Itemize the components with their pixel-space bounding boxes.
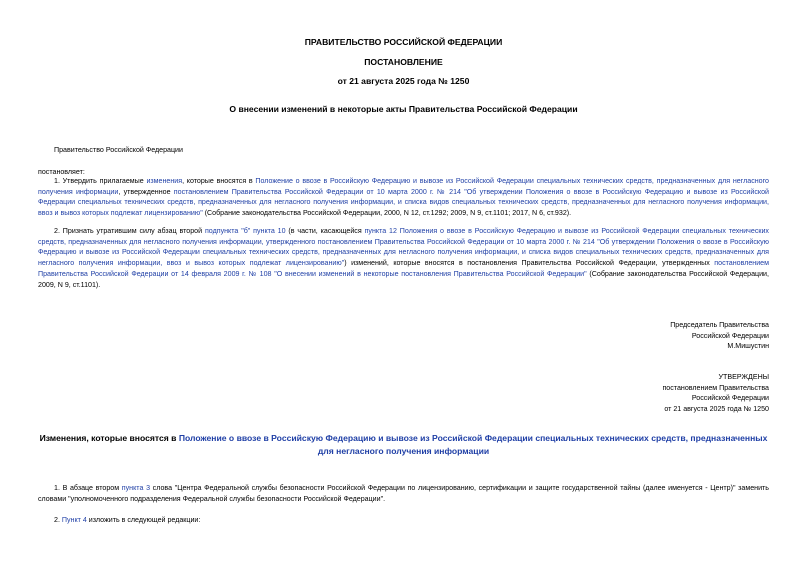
signature-position: Председатель Правительства [670, 321, 769, 329]
decides-line: постановляет: [38, 168, 85, 176]
link-decree-108[interactable]: постановлением Правительства Российской Федерации от 14 февраля 2009 г. № 108 "О внесении изменений в некоторые постановления Правительства Российской Федерации" [38, 259, 769, 278]
approval-title: УТВЕРЖДЕНЫ [718, 373, 769, 381]
link-subclause-b[interactable]: подпункта "б" пункта 10 [204, 227, 286, 235]
para1-text-1: 1. Утвердить прилагаемые [54, 177, 147, 185]
changes-heading [38, 432, 769, 458]
signature-org: Российской Федерации [691, 331, 769, 340]
para1-text-3: , утвержденное [118, 187, 174, 196]
document-date-number: от 21 августа 2025 года № 1250 [337, 76, 470, 86]
approval-block [662, 372, 769, 415]
paragraph-1 [38, 176, 769, 219]
link-decree-214[interactable]: постановлением Правительства Российской Федерации от 10 марта 2000 г. № 214 "Об утверждении Положения о ввозе в Российскую Федерацию и вывозе из Российской Федерации специальных технических средств, предназначенных для негласного получения информации, и списка видов специальных технических средств, предназначенных для негласного получения информации, ввоз и вывоз которых подлежат лицензированию" [38, 187, 769, 218]
change-item-1 [38, 483, 769, 504]
government-heading: ПРАВИТЕЛЬСТВО РОССИЙСКОЙ ФЕДЕРАЦИИ [304, 37, 503, 47]
para1-text-4: (Собрание законодательства Российской Федерации, 2000, N 12, ст.1292; 2009, N 9, ст.1101; 2017, N 6, ст.932). [202, 209, 572, 218]
issuer-line: Правительство Российской Федерации [54, 146, 183, 154]
link-regulation-heading[interactable]: Положение о ввозе в Российскую Федерацию и вывозе из Российской Федерации специальных технических средств, предназначенных для негласного получения информации [178, 433, 768, 456]
approval-line-2: постановлением Правительства [662, 383, 769, 392]
link-clause-12[interactable]: пункта 12 Положения о ввозе в Российскую Федерацию и вывозе из Российской Федерации специальных технических средств, предназначенных для негласного получения информации, утвержденного постановлением Правительства Российской Федерации от 10 марта 2000 г. № 214 "Об утверждении Положения о ввозе в Российскую Федерацию и вывозе из Российской Федерации специальных технических средств, предназначенных для негласного получения информации, и списка видов специальных технических средств, предназначенных для негласного получения информации, ввоз и вывоз которых подлежат лицензированию" [38, 227, 769, 268]
signature-name: М.Мишустин [727, 342, 769, 351]
link-clause-3[interactable]: пункта 3 [121, 484, 151, 492]
change1-text-2: слова "Центра Федеральной службы безопасности Российской Федерации по лицензированию, сертификации и защите государственной тайны (далее именуется - Центр)" заменить словами "уполномоченного подразделения Федеральной службы безопасности Российской Федерации". [38, 484, 769, 503]
link-changes[interactable]: изменения [146, 177, 183, 185]
link-clause-4[interactable]: Пункт 4 [61, 516, 87, 524]
para2-text-1: 2. Признать утратившим силу абзац второй [54, 227, 205, 235]
change1-text-1: 1. В абзаце втором [54, 484, 122, 492]
change2-text-1: 2. [54, 516, 62, 524]
change-item-2 [38, 515, 769, 526]
document-title: О внесении изменений в некоторые акты Правительства Российской Федерации [229, 104, 578, 114]
para2-text-3: ) изменений, которые вносятся в постановления Правительства Российской Федерации, утвержденных [344, 259, 715, 268]
changes-heading-text: Изменения, которые вносятся в [39, 433, 179, 443]
para2-text-2: (в части, касающейся [285, 227, 365, 235]
approval-line-3: Российской Федерации [691, 394, 769, 403]
para2-text-4: (Собрание законодательства Российской Федерации, 2009, N 9, ст.1101). [38, 269, 769, 289]
approval-line-4: от 21 августа 2025 года № 1250 [664, 405, 769, 414]
paragraph-2 [38, 226, 769, 290]
signature-block [670, 320, 769, 352]
document-type: ПОСТАНОВЛЕНИЕ [364, 57, 443, 67]
para1-text-2: , которые вносятся в [182, 177, 256, 185]
link-regulation[interactable]: Положение о ввозе в Российскую Федерацию и вывозе из Российской Федерации специальных технических средств, предназначенных для негласного получения информации [38, 177, 769, 196]
change2-text-2: изложить в следующей редакции: [86, 516, 201, 524]
